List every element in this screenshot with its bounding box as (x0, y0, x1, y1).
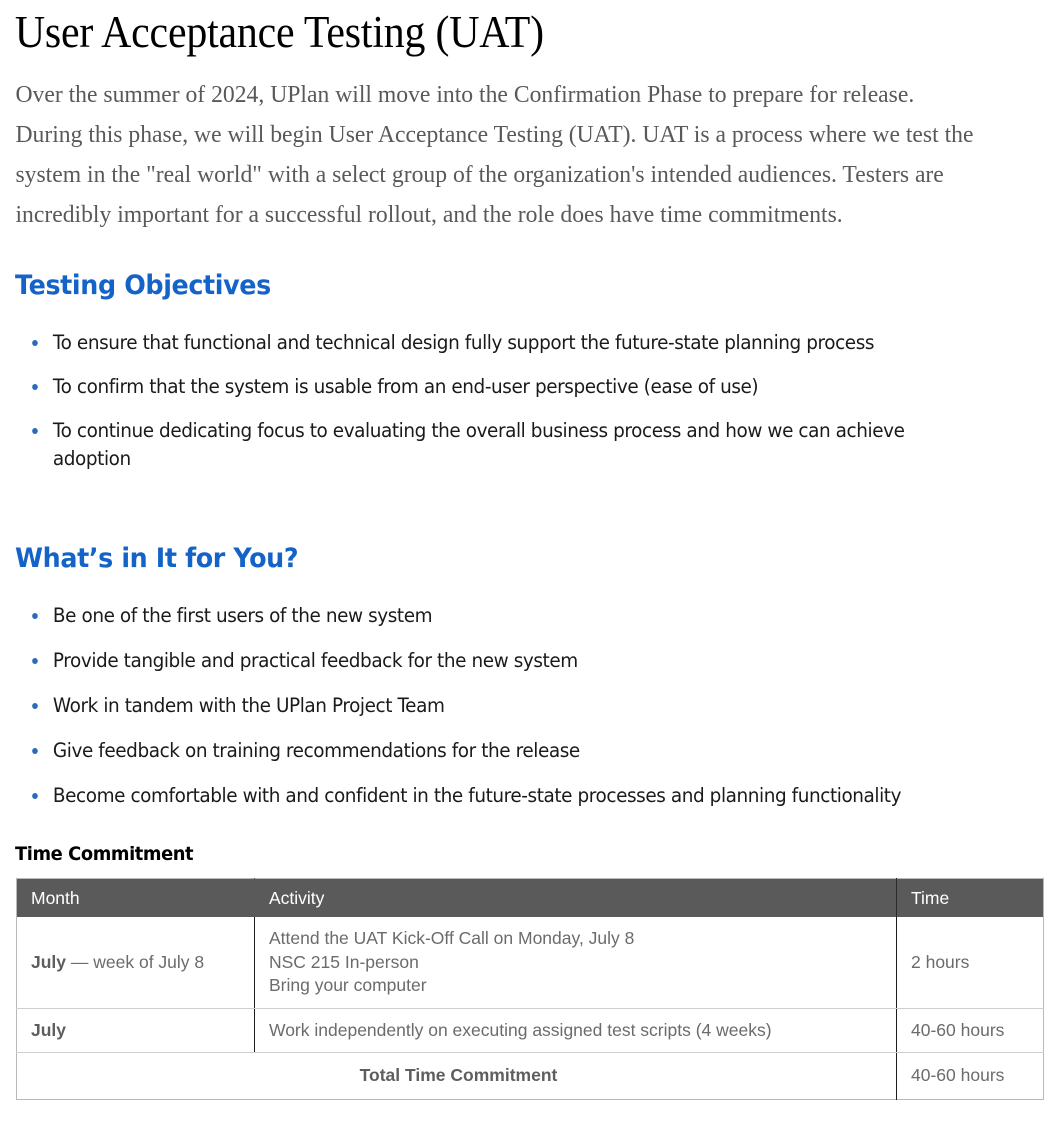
cell-month (17, 1008, 255, 1053)
column-header-activity: Activity (255, 879, 897, 918)
time-commitment-table-wrap (0, 865, 1027, 1100)
section-heading-time-commitment: Time Commitment (15, 843, 194, 865)
list-item (0, 782, 1001, 810)
bullet-dot-icon (32, 428, 38, 434)
cell-activity: Work independently on executing assigned test scripts (4 weeks) (255, 1008, 897, 1053)
column-header-time: Time (897, 879, 1044, 918)
cell-total-label: Total Time Commitment (17, 1053, 897, 1100)
activity-line: Attend the UAT Kick-Off Call on Monday, July 8 (269, 928, 635, 948)
table-row (17, 917, 1044, 1008)
list-item-label: Work in tandem with the UPlan Project Team (52, 694, 445, 717)
list-item-label: Give feedback on training recommendations for the release (52, 739, 580, 762)
testing-objectives-list (0, 301, 1059, 473)
list-item-label: To confirm that the system is usable from an end-user perspective (ease of use) (52, 375, 759, 398)
cell-time: 2 hours (897, 917, 1044, 1008)
activity-line: Bring your computer (269, 975, 427, 995)
cell-month-bold: July (31, 1019, 67, 1040)
list-item (0, 417, 1001, 473)
cell-month-detail: — week of July 8 (66, 951, 205, 972)
list-item (0, 692, 1001, 720)
activity-line: NSC 215 In-person (269, 951, 419, 972)
time-commitment-table (16, 878, 1044, 1100)
list-item-label: Become comfortable with and confident in the future-state processes and planning functionality (52, 784, 902, 807)
table-row (17, 1008, 1044, 1053)
list-item-label: Provide tangible and practical feedback for the new system (52, 649, 578, 672)
whats-in-it-for-you-list (0, 574, 1059, 810)
list-item (0, 737, 1001, 765)
bullet-dot-icon (32, 703, 38, 709)
bullet-dot-icon (32, 384, 38, 390)
bullet-dot-icon (32, 793, 38, 799)
table-row-total (17, 1053, 1044, 1100)
section-heading-testing-objectives: Testing Objectives (15, 270, 271, 301)
cell-total-time: 40-60 hours (897, 1053, 1044, 1100)
cell-month-bold: July (31, 951, 67, 972)
cell-time: 40-60 hours (897, 1008, 1044, 1053)
bullet-dot-icon (32, 340, 38, 346)
list-item (0, 602, 1001, 630)
list-item-label: To continue dedicating focus to evaluating the overall business process and how we can achieve adoption (52, 419, 905, 470)
bullet-dot-icon (32, 613, 38, 619)
table-header-row (17, 879, 1044, 918)
bullet-dot-icon (32, 748, 38, 754)
section-heading-whats-in-it-for-you: What’s in It for You? (15, 543, 299, 574)
list-item-label: Be one of the first users of the new system (52, 604, 433, 627)
table-header (17, 879, 1044, 918)
list-item (0, 647, 1001, 675)
list-item (0, 329, 1001, 357)
cell-month (17, 917, 255, 1008)
list-item-label: To ensure that functional and technical design fully support the future-state planning process (52, 331, 875, 354)
cell-activity (255, 917, 897, 1008)
page-title: User Acceptance Testing (UAT) (14, 7, 544, 57)
bullet-dot-icon (32, 658, 38, 664)
table-body (17, 917, 1044, 1099)
intro-paragraph: Over the summer of 2024, UPlan will move into the Confirmation Phase to prepare for release. During this phase, we will begin User Acceptance Testing (UAT). UAT is a process where we test the system in the "real world" with a select group of the organization's intended audiences. Testers are incredibly important for a successful rollout, and the role does have time commitments. (15, 81, 974, 228)
list-item (0, 373, 1001, 401)
column-header-month: Month (17, 879, 255, 918)
